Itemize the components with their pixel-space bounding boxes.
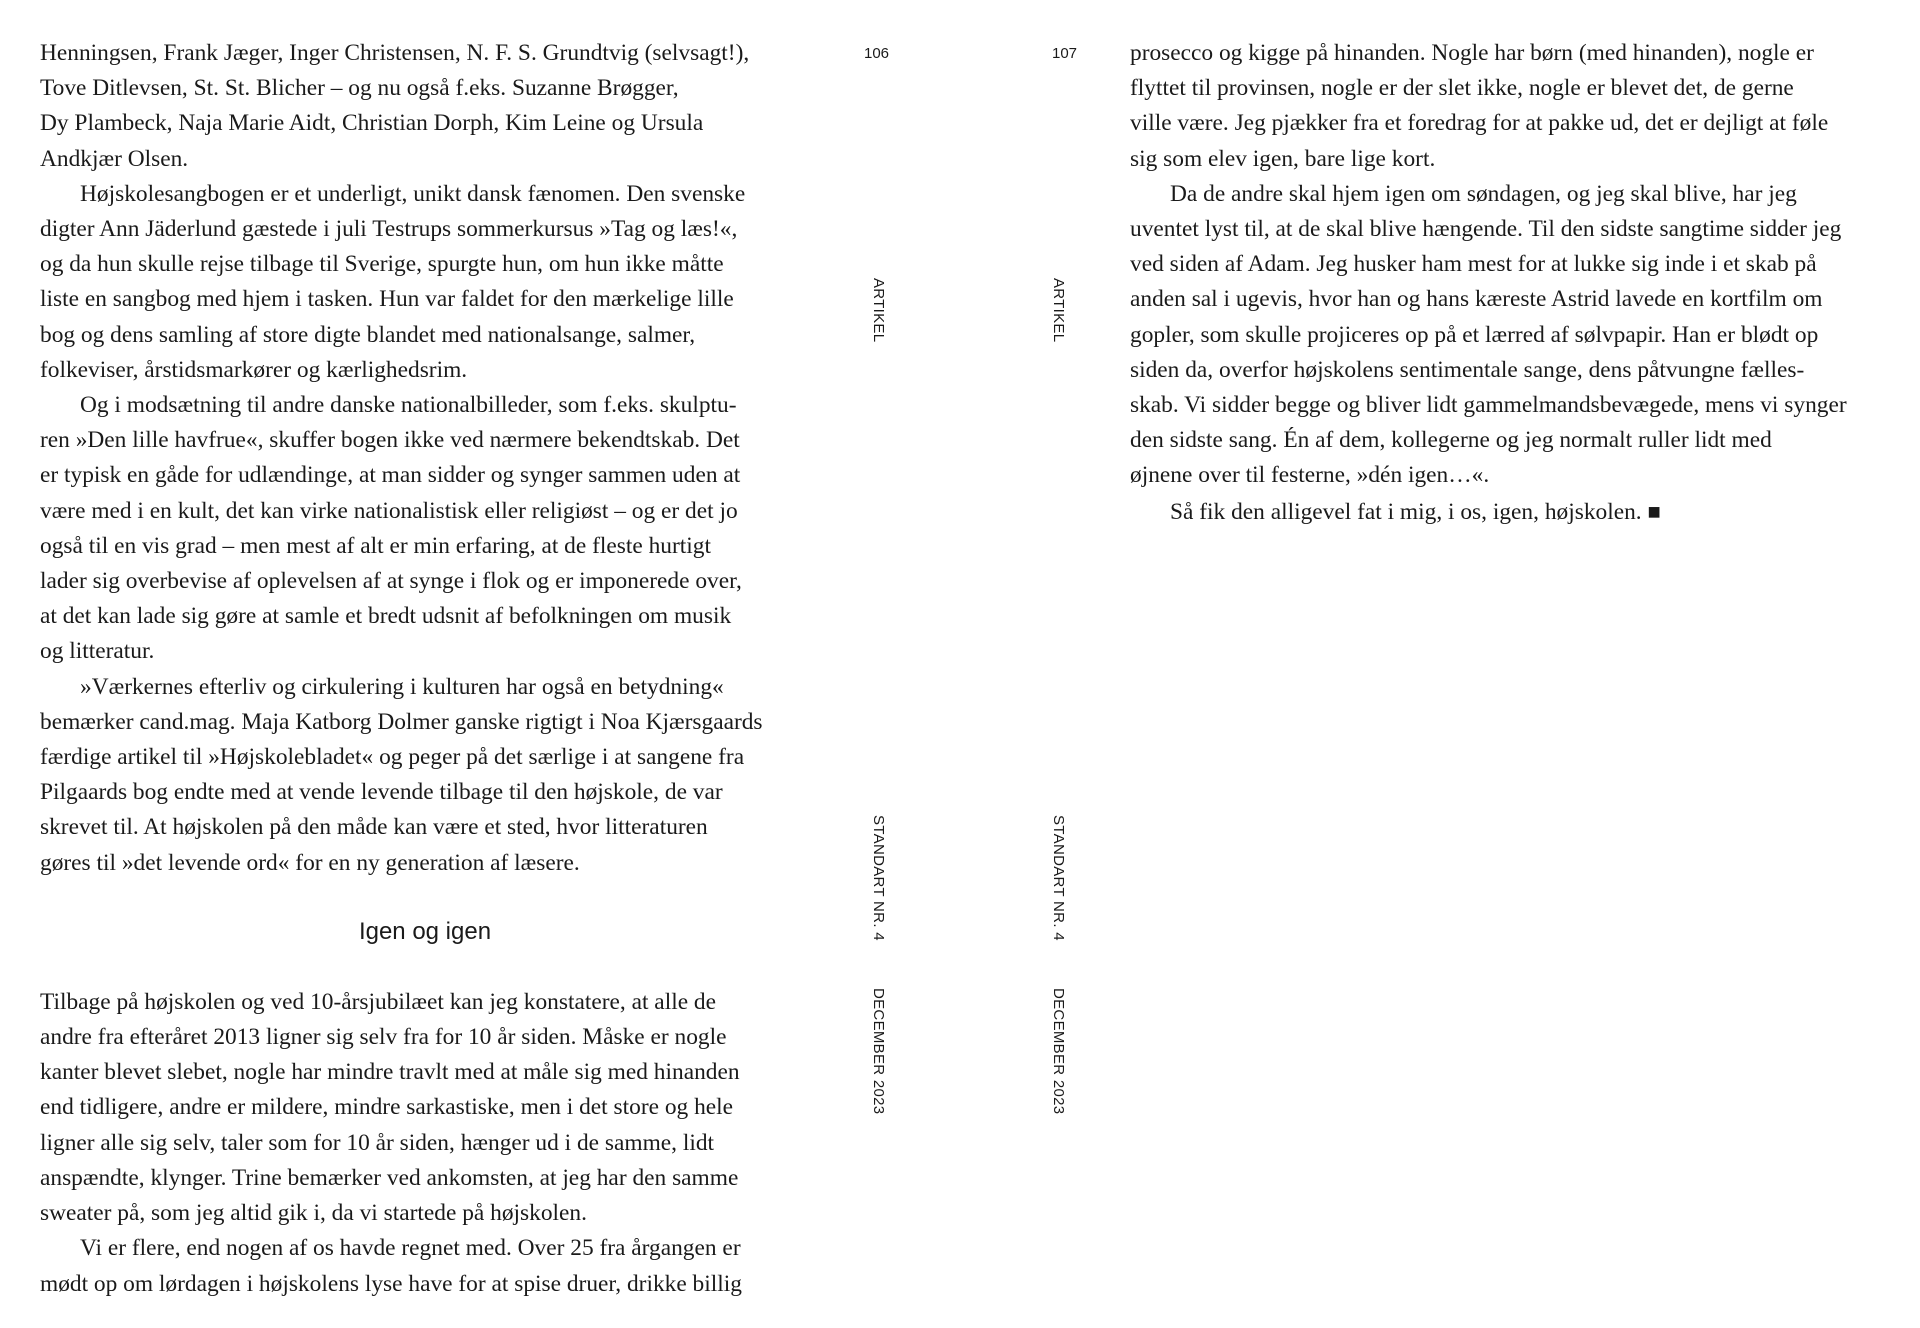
paragraph <box>40 985 820 1231</box>
running-head-section-right: ARTIKEL <box>1050 278 1067 343</box>
end-mark-icon: ■ <box>1647 498 1661 524</box>
text-line: folkeviser, årstidsmarkører og kærlighedsrim. <box>40 356 468 383</box>
running-head-magazine-left: STANDART NR. 4 <box>870 815 887 941</box>
text-line: anspændte, klynger. Trine bemærker ved ankomsten, at jeg har den samme <box>40 1164 739 1191</box>
text-line: Tove Ditlevsen, St. St. Blicher – og nu også f.eks. Suzanne Brøgger, <box>40 75 679 102</box>
text-line: Og i modsætning til andre danske nationalbilleder, som f.eks. skulptu- <box>80 392 737 419</box>
text-line: prosecco og kigge på hinanden. Nogle har børn (med hinanden), nogle er <box>1130 40 1814 66</box>
text-line: Vi er flere, end nogen af os havde regnet med. Over 25 fra årgangen er <box>80 1235 741 1262</box>
text-line: andre fra efteråret 2013 ligner sig selv fra for 10 år siden. Måske er nogle <box>40 1024 727 1051</box>
text-line: skab. Vi sidder begge og bliver lidt gammelmandsbevægede, mens vi synger <box>1130 392 1847 419</box>
section-heading: Igen og igen <box>358 917 492 945</box>
text-line: end tidligere, andre er mildere, mindre sarkastiske, men i det store og hele <box>40 1094 734 1121</box>
paragraph <box>1130 36 1910 177</box>
text-line: ligner alle sig selv, taler som for 10 år siden, hænger ud i de samme, lidt <box>40 1129 715 1156</box>
text-line: anden sal i ugevis, hvor han og hans kæreste Astrid lavede en kortfilm om <box>1130 286 1823 313</box>
paragraph <box>40 1231 820 1301</box>
text-line: er typisk en gåde for udlændinge, at man sidder og synger sammen uden at <box>40 462 741 489</box>
text-line: bemærker cand.mag. Maja Katborg Dolmer ganske rigtigt i Noa Kjærsgaards <box>40 708 763 735</box>
text-line: sig som elev igen, bare lige kort. <box>1130 145 1436 172</box>
text-line: Tilbage på højskolen og ved 10-årsjubilæet kan jeg konstatere, at alle de <box>40 988 716 1015</box>
text-line: gøres til »det levende ord« for en ny generation af læsere. <box>40 849 580 876</box>
text-line: færdige artikel til »Højskolebladet« og peger på det særlige i at sangene fra <box>40 744 745 771</box>
paragraph <box>40 388 820 670</box>
left-page-text-column <box>40 36 820 1302</box>
paragraph <box>1130 494 1910 530</box>
text-line: være med i en kult, det kan virke nationalistisk eller religiøst – og er det jo <box>40 497 738 524</box>
running-head-section-left: ARTIKEL <box>870 278 887 343</box>
right-page-text-column <box>1130 36 1910 530</box>
text-line: Dy Plambeck, Naja Marie Aidt, Christian Dorph, Kim Leine og Ursula <box>40 110 704 137</box>
page-number-left: 106 <box>864 45 890 62</box>
paragraph <box>40 177 820 388</box>
text-line: gopler, som skulle projiceres op på et lærred af sølvpapir. Han er blødt op <box>1130 321 1819 348</box>
text-line: og litteratur. <box>40 638 155 665</box>
text-line: kanter blevet slebet, nogle har mindre travlt med at måle sig med hinanden <box>40 1059 740 1086</box>
text-line: siden da, overfor højskolens sentimentale sange, dens påtvungne fælles- <box>1130 356 1805 383</box>
paragraph <box>40 670 820 881</box>
text-line: Andkjær Olsen. <box>40 145 189 172</box>
text-line: liste en sangbog med hjem i tasken. Hun var faldet for den mærkelige lille <box>40 286 734 313</box>
text-line: Henningsen, Frank Jæger, Inger Christensen, N. F. S. Grundtvig (selvsagt!), <box>40 40 750 66</box>
text-line: også til en vis grad – men mest af alt er min erfaring, at de fleste hurtigt <box>40 532 711 559</box>
text-line: bog og dens samling af store digte blandet med nationalsange, salmer, <box>40 321 696 348</box>
running-head-date-right: DECEMBER 2023 <box>1050 988 1067 1115</box>
text-line: ved siden af Adam. Jeg husker ham mest for at lukke sig inde i et skab på <box>1130 251 1817 278</box>
running-head-date-left: DECEMBER 2023 <box>870 988 887 1115</box>
text-line: ville være. Jeg pjækker fra et foredrag for at pakke ud, det er dejligt at føle <box>1130 110 1829 137</box>
text-line: at det kan lade sig gøre at samle et bredt udsnit af befolkningen om musik <box>40 603 732 630</box>
text-line: Pilgaards bog endte med at vende levende tilbage til den højskole, de var <box>40 779 723 806</box>
text-line: øjnene over til festerne, »dén igen…«. <box>1130 462 1490 489</box>
paragraph <box>1130 177 1910 494</box>
text-line: og da hun skulle rejse tilbage til Sverige, spurgte hun, om hun ikke måtte <box>40 251 724 278</box>
text-line: lader sig overbevise af oplevelsen af at synge i flok og er imponerede over, <box>40 568 742 595</box>
text-line: Højskolesangbogen er et underligt, unikt dansk fænomen. Den svenske <box>80 180 746 207</box>
running-head-magazine-right: STANDART NR. 4 <box>1050 815 1067 941</box>
text-line: uventet lyst til, at de skal blive hængende. Til den sidste sangtime sidder jeg <box>1130 216 1842 243</box>
text-line: Da de andre skal hjem igen om søndagen, og jeg skal blive, har jeg <box>1170 180 1797 207</box>
text-line: »Værkernes efterliv og cirkulering i kulturen har også en betydning« <box>80 673 724 700</box>
paragraph <box>40 36 820 177</box>
text-line: sweater på, som jeg altid gik i, da vi startede på højskolen. <box>40 1200 587 1227</box>
text-line: den sidste sang. Én af dem, kollegerne og jeg normalt ruller lidt med <box>1130 427 1772 454</box>
page-number-right: 107 <box>1052 45 1078 62</box>
closing-sentence: Så fik den alligevel fat i mig, i os, igen, højskolen. <box>1170 498 1642 525</box>
text-line: digter Ann Jäderlund gæstede i juli Testrups sommerkursus »Tag og læs!«, <box>40 216 738 243</box>
text-line: ren »Den lille havfrue«, skuffer bogen ikke ved nærmere bekendtskab. Det <box>40 427 740 454</box>
text-line: mødt op om lørdagen i højskolens lyse have for at spise druer, drikke billig <box>40 1270 742 1297</box>
text-line: flyttet til provinsen, nogle er der slet ikke, nogle er blevet det, de gerne <box>1130 75 1794 102</box>
text-line: skrevet til. At højskolen på den måde kan være et sted, hvor litteraturen <box>40 814 708 841</box>
